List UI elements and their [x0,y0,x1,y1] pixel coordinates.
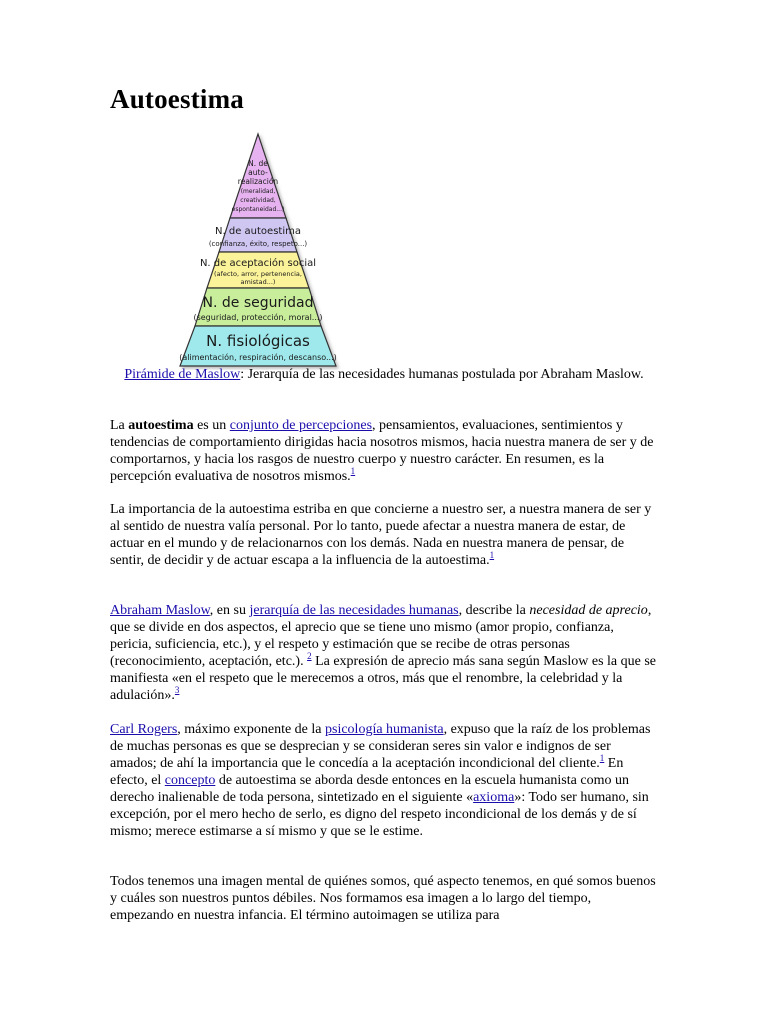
p1-text-1: La [110,418,129,433]
autoestima-term: autoestima [128,418,194,433]
tier-1-name-2: auto- [248,168,268,177]
concepto-link[interactable]: concepto [164,773,216,788]
tier-4-detail: (seguridad, protección, moral...) [193,313,323,322]
p1-text-3: , pensamientos, evaluaciones, sentimientos y tendencias de comportamiento dirigidas hacia nosotros mismos, hacia nuestra manera de ser y de comportarnos, y hacia los rasgos de nuestro cuerpo y nuestro carácter. En resumen, es la percepción evaluativa de nosotros mismos. [110,418,654,484]
tier-1-name-1: N. de [248,159,268,168]
maslow-pyramid-link[interactable]: Pirámide de Maslow [124,367,241,382]
p4-text-1: , máximo exponente de la [177,722,325,737]
necesidad-de-aprecio-term: necesidad de aprecio [529,603,648,618]
p4-text-5: »: Todo ser humano, sin excepción, por el mero hecho de serlo, es digno del respeto incondicional de los demás y de sí mismo; merece estimarse a sí mismo y que se le estime. [110,790,649,839]
reference-link[interactable]: 2 [307,651,312,661]
tier-2-name: N. de autoestima [215,226,301,237]
p3-text-4: La expresión de aprecio más sana según Maslow es la que se manifiesta «en el respeto que le merecemos a otros, más que el renombre, la celebridad y la adulación». [110,654,657,703]
reference-link[interactable]: 1 [599,753,605,763]
p5-text-1: Todos tenemos una imagen mental de quiénes somos, qué aspecto tenemos, en qué somos buenos y cuáles son nuestros puntos débiles. Nos formamos esa imagen a lo largo del tiempo, empezando en nuestra infancia. El término autoimagen se utiliza para [110,874,656,923]
p3-text-2: , describe la [458,603,530,618]
p4-text-2: , expuso que la raíz de los problemas de muchas personas es que se desprecian y se consideran seres sin valor e indignos de ser amados; de ahí la importancia que le concedía a la aceptación incondicional del cliente. [110,722,651,771]
p4-text-3: En efecto, el [110,756,624,788]
tier-2-detail: (confianza, éxito, respeto...) [208,240,308,248]
reference-link[interactable]: 1 [350,466,356,476]
caption-text: : Jerarquía de las necesidades humanas postulada por Abraham Maslow. [240,367,644,382]
reference-link[interactable]: 1 [489,550,495,560]
p3-text-1: , en su [209,603,250,618]
tier-5-name: N. fisiológicas [206,332,310,350]
reference-link[interactable]: 3 [174,685,180,695]
tier-1-detail-2: creatividad, [240,197,276,204]
paragraph-5 [110,873,658,924]
axioma-link[interactable]: axioma [473,790,515,805]
page-title: Autoestima [110,84,244,114]
tier-3-detail-2: amistad...) [240,278,276,286]
tier-3-detail-1: (afecto, arror, pertenencia, [214,270,302,278]
conjunto-de-percepciones-link[interactable]: conjunto de percepciones [229,418,373,433]
tier-5-detail: (alimentación, respiración, descanso...) [179,353,337,362]
figure-caption [110,366,658,383]
paragraph-3 [110,602,658,704]
carl-rogers-link[interactable]: Carl Rogers [110,722,178,737]
p3-text-3: , que se divide en dos aspectos, el aprecio que se tiene uno mismo (amor propio, confianza, pericia, suficiencia, etc.), y el respeto y estimación que se recibe de otras personas (reconocimiento, aceptación, etc.). [110,603,652,669]
tier-1-detail-3: espontaneidad...) [231,206,285,213]
p2-text-1: La importancia de la autoestima estriba en que concierne a nuestro ser, a nuestra manera de ser y al sentido de nuestra valía personal. Por lo tanto, puede afectar a nuestra manera de estar, de actuar en el mundo y de relacionarnos con los demás. Nada en nuestra manera de pensar, de sentir, de decidir y de actuar escapa a la influencia de la autoestima. [110,502,652,568]
p1-text-2: es un [193,418,230,433]
paragraph-1 [110,417,658,485]
paragraph-2 [110,501,658,569]
maslow-pyramid-image [110,132,406,370]
tier-3-name: N. de aceptación social [199,258,317,269]
tier-1-detail-1: (meralidad, [240,188,276,195]
paragraph-4 [110,721,658,840]
psicologia-humanista-link[interactable]: psicología humanista [325,722,444,737]
p4-text-4: de autoestima se aborda desde entonces en la escuela humanista como un derecho inalienable de toda persona, sintetizado en el siguiente « [110,773,629,805]
tier-4-name: N. de seguridad [202,295,314,311]
abraham-maslow-link[interactable]: Abraham Maslow [110,603,210,618]
jerarquia-necesidades-link[interactable]: jerarquía de las necesidades humanas [249,603,459,618]
tier-1-name-3: realización [237,177,279,186]
